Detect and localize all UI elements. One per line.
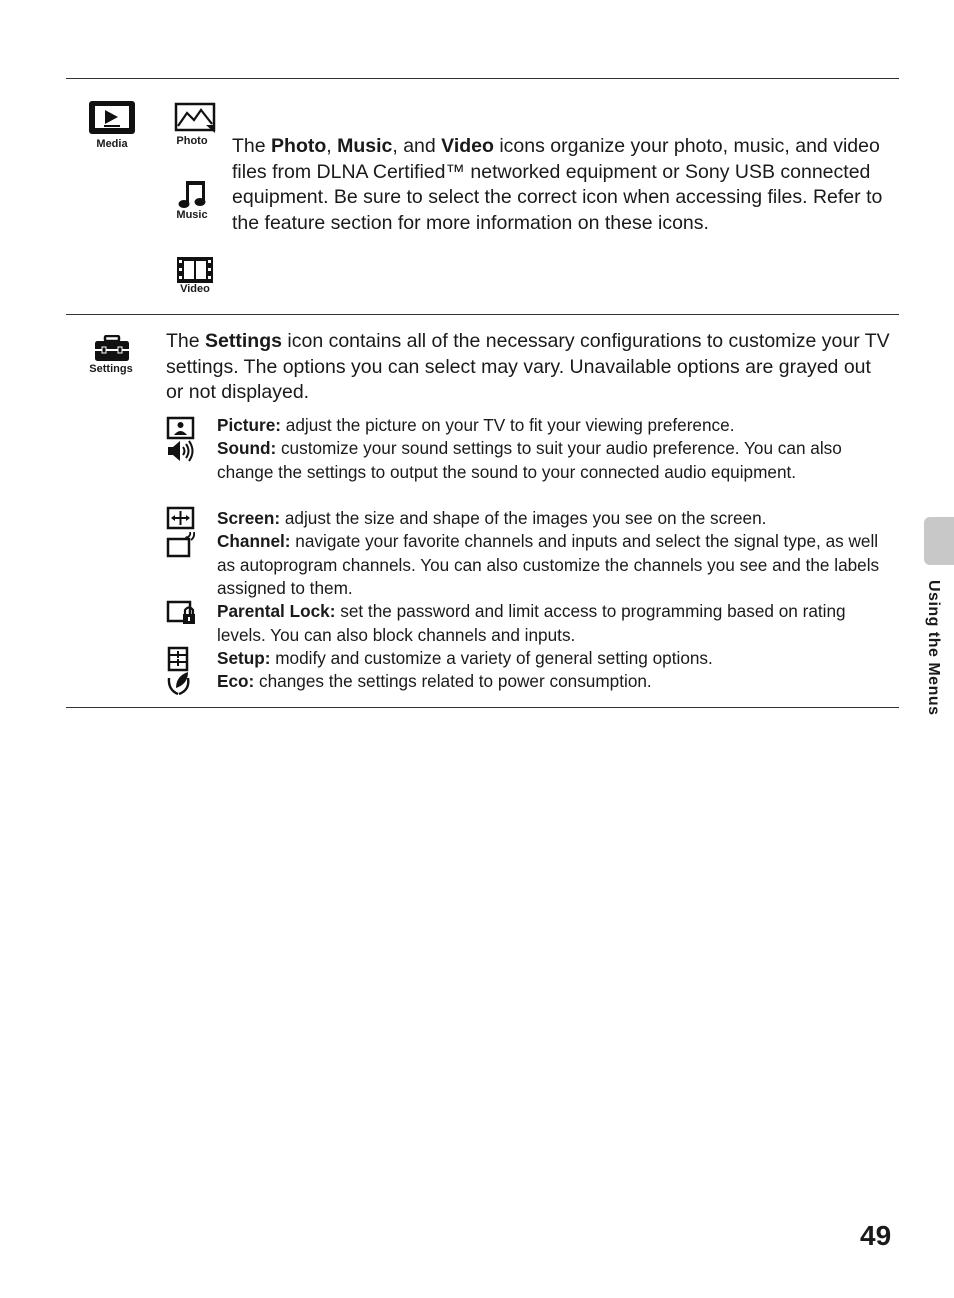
video-icon	[176, 256, 214, 284]
video-term: Video	[441, 135, 494, 157]
media-icon	[87, 99, 137, 137]
side-tab-marker	[924, 517, 954, 565]
list-item-sound: Sound: customize your sound settings to suit your audio preference. You can also change the settings to output the sound to your connected audio equipment.	[217, 438, 842, 482]
media-label: Media	[96, 138, 128, 150]
list-item-eco: Eco: changes the settings related to power consumption.	[217, 671, 652, 691]
settings-term: Settings	[205, 330, 282, 352]
picture-icon	[166, 416, 196, 440]
music-icon	[178, 178, 210, 210]
settings-label: Settings	[89, 363, 133, 375]
channel-icon	[166, 530, 196, 558]
settings-description: The Settings icon contains all of the necessary configurations to customize your TV settings. The options you can select may vary. Unavailable options are grayed out or not displayed.	[166, 330, 890, 403]
music-term: Music	[337, 135, 393, 157]
setup-icon	[166, 646, 196, 672]
music-label: Music	[176, 209, 208, 221]
list-item-setup: Setup: modify and customize a variety of general setting options.	[217, 648, 713, 668]
middle-rule	[66, 314, 899, 315]
settings-toolbox-icon	[93, 335, 131, 363]
photo-icon	[174, 102, 216, 134]
video-label: Video	[180, 283, 210, 295]
photo-label: Photo	[176, 135, 208, 147]
parental-lock-icon	[166, 600, 196, 626]
sound-icon	[166, 439, 196, 463]
page-number: 49	[860, 1220, 892, 1251]
photo-term: Photo	[271, 135, 327, 157]
side-tab-label: Using the Menus	[925, 580, 942, 716]
list-item-picture: Picture: adjust the picture on your TV to fit your viewing preference.	[217, 415, 735, 435]
list-item-channel: Channel: navigate your favorite channels and inputs and select the signal type, as well as autoprogram channels. You can also customize the channels you see and the labels assigned to them.	[217, 531, 880, 598]
bottom-rule	[66, 707, 899, 708]
top-rule	[66, 78, 899, 79]
list-item-screen: Screen: adjust the size and shape of the images you see on the screen.	[217, 508, 767, 528]
screen-icon	[166, 506, 196, 530]
eco-icon	[166, 670, 196, 696]
list-item-parental-lock: Parental Lock: set the password and limit access to programming based on rating levels. You can also block channels and inputs.	[217, 601, 846, 645]
media-description: The Photo, Music, and Video icons organize your photo, music, and video files from DLNA Certified™ networked equipment or Sony USB connected equipment. Be sure to select the correct icon when accessing files. Refer to the feature section for more information on these icons.	[232, 135, 883, 234]
